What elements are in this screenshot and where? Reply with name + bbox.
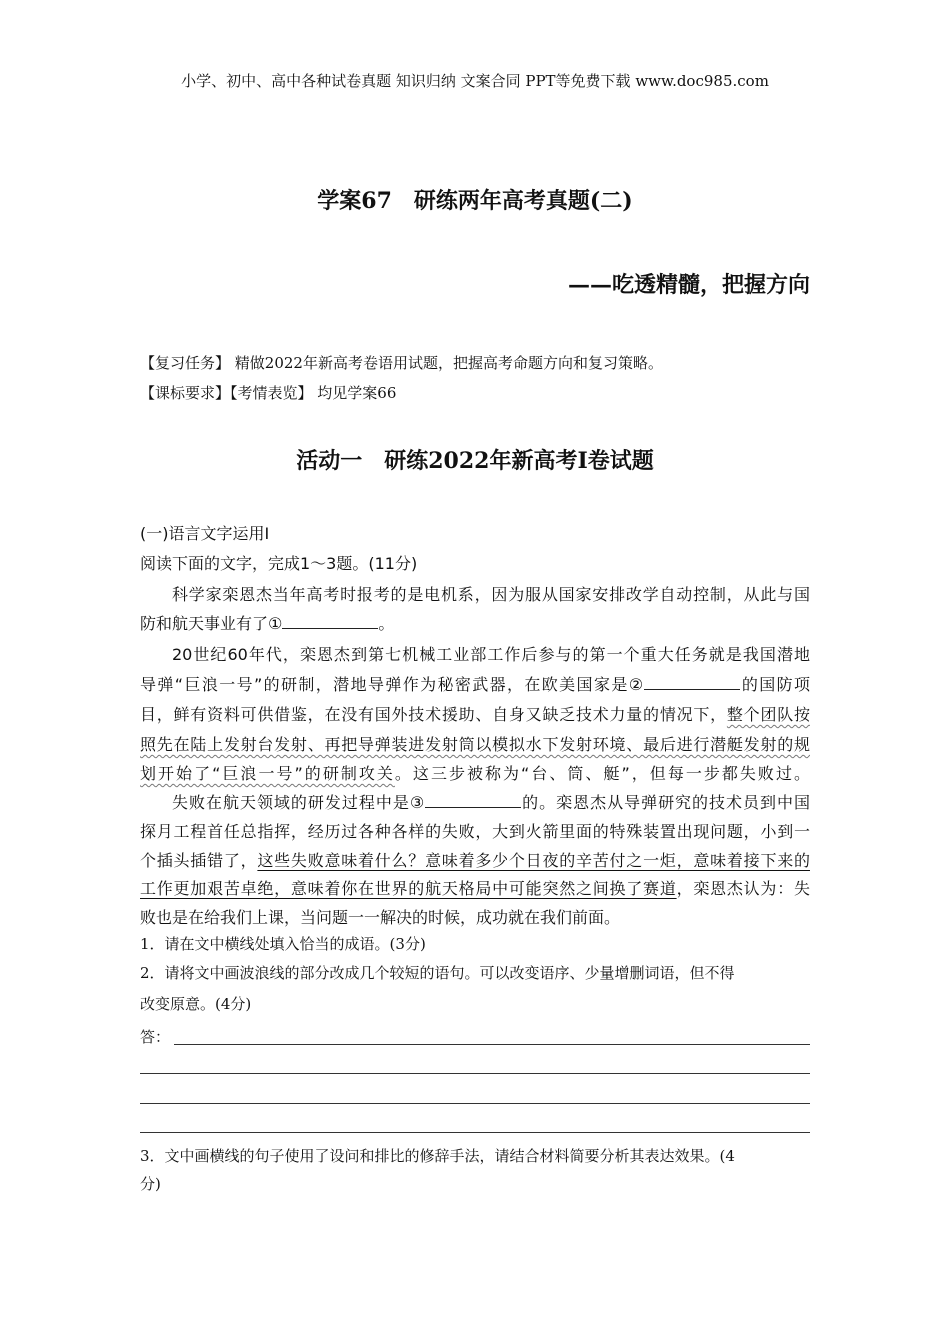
question-3: 3．文中画横线的句子使用了设问和排比的修辞手法，请结合材料简要分析其表达效果。(4: [140, 1147, 735, 1165]
wavy-underlined-text: 划开始了“巨浪一号”的研制攻关: [140, 764, 395, 783]
passage-line: [140, 702, 810, 725]
passage-text: 的。栾恩杰从导弹研究的技术员到中国: [521, 793, 810, 812]
meta-label: 【复习任务】: [140, 354, 231, 372]
underlined-text: 这些失败意味着什么？意味着多少个日夜的辛苦付之一炬，意味着接下来的: [257, 851, 810, 870]
passage-text: 。这三步被称为“台、筒、艇”，但每一步都失败过。: [394, 764, 810, 783]
passage-text: 防和航天事业有了①: [140, 614, 283, 633]
question-3-cont: 分): [140, 1175, 161, 1193]
passage-line: [140, 672, 810, 695]
fill-blank[interactable]: [282, 614, 378, 629]
meta-label: 【课标要求】【考情表览】: [140, 384, 313, 402]
passage-line: [140, 876, 810, 899]
wavy-underlined-text: 照先在陆上发射台发射、再把导弹装进发射筒以模拟水下发射环境、最后进行潜艇发射的规: [140, 735, 810, 754]
fill-blank[interactable]: [644, 675, 740, 690]
review-task: [140, 352, 663, 373]
passage-line: [140, 642, 810, 665]
passage-line: [140, 611, 810, 634]
question-2-cont: 改变原意。(4分): [140, 995, 252, 1013]
passage-text: 20世纪60年代，栾恩杰到第七机械工业部工作后参与的第一个重大任务就是我国潜地: [172, 645, 810, 664]
passage-text: 的国防项: [740, 675, 810, 694]
passage-line: [140, 790, 810, 813]
curriculum-requirements: [140, 382, 396, 403]
passage-text: 探月工程首任总指挥，经历过各种各样的失败，大到火箭里面的特殊装置出现问题，小到一: [140, 822, 810, 841]
passage-text: 目，鲜有资料可供借鉴，在没有国外技术援助、自身又缺乏技术力量的情况下，: [140, 705, 727, 724]
page-header: 小学、初中、高中各种试卷真题 知识归纳 文案合同 PPT等免费下载 www.doc985.com: [181, 72, 769, 90]
meta-text: 精做2022年新高考卷语用试题，把握高考命题方向和复习策略。: [234, 354, 663, 372]
passage-line: [140, 819, 810, 842]
passage-line: [140, 905, 810, 928]
passage-line: [140, 848, 810, 871]
question-2: 2．请将文中画波浪线的部分改成几个较短的语句。可以改变语序、少量增删词语，但不得: [140, 964, 735, 982]
meta-text: 均见学案66: [317, 384, 397, 402]
page-subtitle: ——吃透精髓，把握方向: [567, 272, 810, 298]
passage-text: 个插头插错了，: [140, 851, 258, 870]
question-1: 1．请在文中横线处填入恰当的成语。(3分): [140, 935, 426, 953]
fill-blank[interactable]: [425, 793, 521, 808]
passage-text: 败也是在给我们上课，当问题一一解决的时候，成功就在我们前面。: [140, 908, 621, 927]
passage-text: 失败在航天领域的研发过程中是③: [172, 793, 426, 812]
passage-text: 导弹“巨浪一号”的研制，潜地导弹作为秘密武器，在欧美国家是②: [140, 675, 645, 694]
answer-label: 答：: [140, 1028, 171, 1046]
wavy-underlined-text: 整个团队按: [726, 705, 810, 724]
underlined-text: 工作更加艰苦卓绝，意味着你在世界的航天格局中可能突然之间换了赛道: [140, 879, 677, 898]
passage-text: ，栾恩杰认为：失: [676, 879, 810, 898]
instruction: 阅读下面的文字，完成1～3题。(11分): [140, 554, 418, 573]
activity-title: 活动一 研练2022年新高考Ⅰ卷试题: [296, 448, 654, 474]
page-title: 学案67 研练两年高考真题(二): [317, 188, 633, 214]
answer-line[interactable]: [140, 1132, 810, 1133]
passage-text: 科学家栾恩杰当年高考时报考的是电机系，因为服从国家安排改学自动控制，从此与国: [172, 585, 810, 604]
answer-line[interactable]: [140, 1103, 810, 1104]
passage-line: [140, 732, 810, 755]
passage-line: [140, 761, 810, 784]
section-heading: (一)语言文字运用Ⅰ: [140, 524, 270, 543]
passage-text: 。: [378, 614, 395, 633]
answer-line[interactable]: [140, 1073, 810, 1074]
passage-line: [140, 582, 810, 605]
answer-line[interactable]: [174, 1044, 810, 1045]
